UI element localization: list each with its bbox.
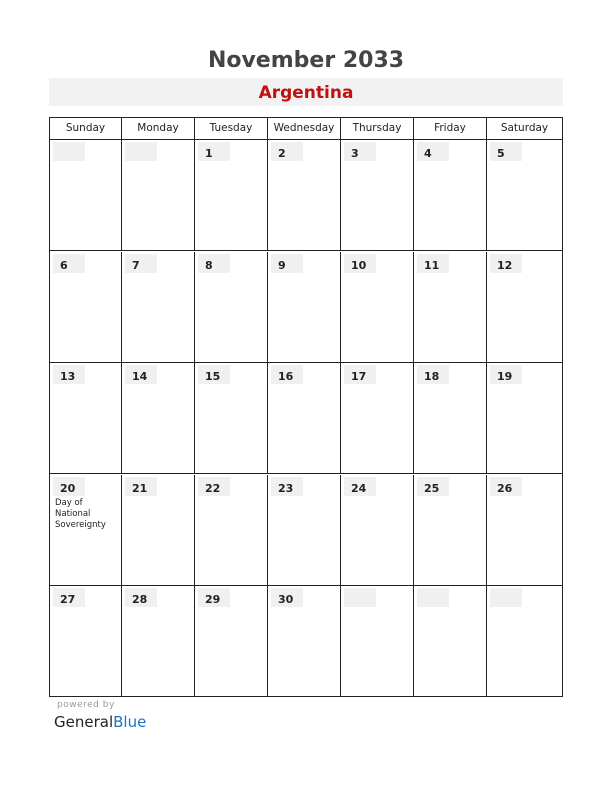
day-number: 22 — [205, 481, 221, 495]
day-number: 11 — [424, 258, 440, 272]
day-number: 25 — [424, 481, 440, 495]
week-row — [50, 140, 562, 251]
day-cell — [487, 586, 562, 697]
day-cell — [195, 140, 268, 250]
day-number-band — [344, 588, 376, 607]
day-cell — [50, 140, 122, 250]
day-cell — [414, 475, 487, 585]
weekday-header-sunday: Sunday — [50, 118, 122, 139]
day-number-band — [344, 254, 376, 273]
day-number: 28 — [132, 593, 148, 607]
day-number-band — [53, 254, 85, 273]
day-number-band — [344, 142, 376, 161]
day-number: 12 — [497, 258, 513, 272]
day-cell — [414, 140, 487, 250]
day-number-band — [417, 477, 449, 496]
day-number: 10 — [351, 258, 367, 272]
day-number-band — [125, 477, 157, 496]
day-cell — [341, 252, 414, 362]
day-cell — [341, 140, 414, 250]
day-cell — [50, 252, 122, 362]
day-number: 19 — [497, 370, 513, 384]
day-number: 30 — [278, 593, 294, 607]
country-name: Argentina — [258, 83, 354, 103]
day-number-band — [198, 142, 230, 161]
holiday-label: Day of National Sovereignty — [55, 497, 106, 530]
day-number-band — [53, 142, 85, 161]
weekday-header-monday: Monday — [122, 118, 195, 139]
day-cell — [341, 363, 414, 473]
month-title: November 2033 — [207, 48, 405, 73]
day-number-band — [490, 477, 522, 496]
day-number: 17 — [351, 370, 367, 384]
weekday-header-saturday: Saturday — [500, 122, 549, 134]
weekday-header-tuesday: Tuesday — [195, 118, 268, 139]
day-number-band — [198, 477, 230, 496]
day-number: 14 — [132, 370, 148, 384]
day-cell — [50, 475, 122, 585]
day-number: 2 — [278, 147, 286, 160]
brand-general: General — [54, 713, 114, 731]
day-number: 3 — [351, 147, 359, 160]
brand-blue: Blue — [113, 713, 147, 731]
week-row — [50, 252, 562, 363]
day-number-band — [125, 365, 157, 384]
day-cell — [487, 140, 562, 250]
day-cell — [50, 586, 122, 697]
day-number: 24 — [351, 481, 367, 495]
day-cell — [414, 252, 487, 362]
day-number-band — [53, 477, 85, 496]
day-number-band — [417, 254, 449, 273]
day-cell — [122, 586, 195, 697]
day-cell — [268, 475, 341, 585]
day-number-band — [344, 477, 376, 496]
day-cell — [122, 363, 195, 473]
day-number-band — [490, 588, 522, 607]
day-number-band — [417, 142, 449, 161]
day-number-band — [125, 588, 157, 607]
day-number-band — [490, 365, 522, 384]
day-number-band — [271, 142, 303, 161]
week-row — [50, 586, 562, 697]
day-cell — [414, 586, 487, 697]
day-number-band — [417, 365, 449, 384]
powered-by-text: powered by — [57, 700, 115, 710]
day-number: 7 — [132, 258, 140, 272]
day-number: 1 — [205, 147, 213, 160]
day-number-band — [125, 254, 157, 273]
day-number: 27 — [60, 593, 76, 607]
day-cell — [268, 363, 341, 473]
day-number-band — [417, 588, 449, 607]
day-cell — [122, 475, 195, 585]
day-number: 20 — [60, 481, 76, 495]
day-cell — [195, 586, 268, 697]
day-number-band — [125, 142, 157, 161]
day-cell — [195, 475, 268, 585]
day-cell — [122, 140, 195, 250]
day-cell — [268, 586, 341, 697]
weekday-header-friday: Friday — [414, 118, 487, 139]
day-cell — [195, 363, 268, 473]
day-number-band — [198, 254, 230, 273]
day-number-band — [53, 365, 85, 384]
day-cell — [50, 363, 122, 473]
day-number-band — [53, 588, 85, 607]
weekday-header-wednesday: Wednesday — [268, 118, 341, 139]
day-number: 9 — [278, 258, 286, 272]
day-number: 8 — [205, 258, 213, 272]
week-row — [50, 363, 562, 474]
weekday-header-thursday: Thursday — [341, 118, 414, 139]
day-number-band — [271, 365, 303, 384]
day-number: 15 — [205, 370, 221, 384]
day-number-band — [198, 365, 230, 384]
day-number-band — [271, 477, 303, 496]
day-number-band — [198, 588, 230, 607]
country-band — [49, 78, 563, 106]
day-cell — [122, 252, 195, 362]
calendar-grid — [49, 117, 563, 697]
day-cell — [487, 475, 562, 585]
generalblue-logo — [54, 712, 146, 732]
day-number: 21 — [132, 481, 148, 495]
day-number-band — [490, 142, 522, 161]
day-number: 18 — [424, 370, 440, 384]
day-cell — [195, 252, 268, 362]
day-number: 13 — [60, 370, 76, 384]
day-number: 29 — [205, 593, 221, 607]
day-cell — [268, 252, 341, 362]
day-number: 4 — [424, 147, 432, 160]
day-number-band — [490, 254, 522, 273]
week-row — [50, 475, 562, 586]
day-number-band — [271, 588, 303, 607]
weekday-header-row — [50, 118, 562, 140]
day-cell — [487, 252, 562, 362]
day-cell — [341, 586, 414, 697]
day-cell — [341, 475, 414, 585]
day-number: 5 — [497, 147, 505, 160]
day-number: 6 — [60, 258, 68, 272]
day-cell — [487, 363, 562, 473]
day-number-band — [271, 254, 303, 273]
day-number: 26 — [497, 481, 513, 495]
day-cell — [268, 140, 341, 250]
day-cell — [414, 363, 487, 473]
day-number: 23 — [278, 481, 294, 495]
day-number: 16 — [278, 370, 294, 384]
day-number-band — [344, 365, 376, 384]
